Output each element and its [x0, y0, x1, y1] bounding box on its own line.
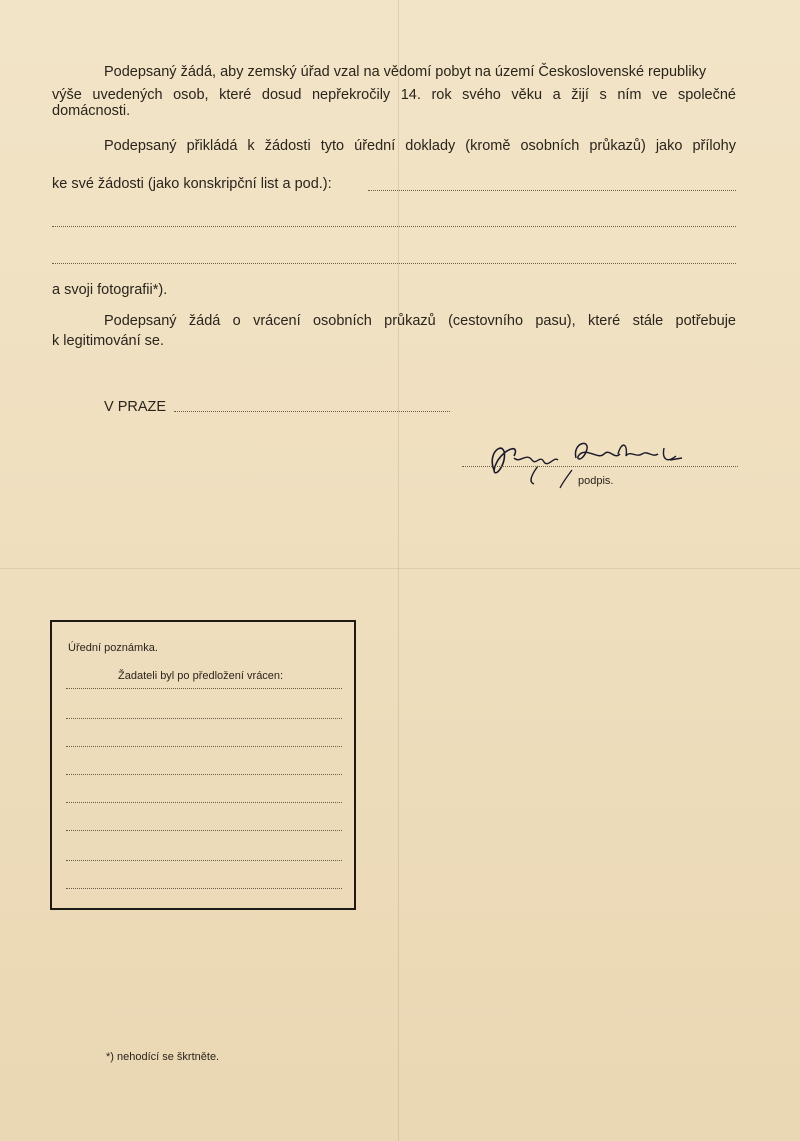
footnote: *) nehodící se škrtněte. [106, 1051, 220, 1063]
box-line-7[interactable] [66, 860, 342, 861]
paragraph-2-line-2: ke své žádosti (jako konskripční list a pod.): [52, 176, 332, 192]
box-line-2[interactable] [66, 718, 342, 719]
fold-crease-vertical [398, 0, 399, 1141]
box-line-1[interactable] [66, 688, 342, 689]
paragraph-1-line-2: výše uvedených osob, které dosud nepřekročily 14. rok svého věku a žijí s ním ve společné [52, 87, 736, 103]
place-label: V PRAZE [104, 399, 167, 415]
attachments-line-3[interactable] [52, 263, 736, 264]
returned-label: Žadateli byl po předložení vrácen: [118, 670, 284, 682]
paragraph-2-line-3: a svoji fotografii*). [52, 282, 168, 298]
paragraph-1-line-3: domácnosti. [52, 103, 131, 119]
attachments-line-2[interactable] [52, 226, 736, 227]
paragraph-3-line-1: Podepsaný žádá o vrácení osobních průkazů (cestovního pasu), které stále potřebuje [104, 313, 736, 329]
attachments-line-1[interactable] [368, 190, 736, 191]
paragraph-3-line-2: k legitimování se. [52, 333, 165, 349]
place-date-line[interactable] [174, 411, 450, 412]
box-line-8[interactable] [66, 888, 342, 889]
signature-label: podpis. [578, 475, 614, 487]
official-note-title: Úřední poznámka. [68, 642, 158, 654]
box-line-5[interactable] [66, 802, 342, 803]
box-line-6[interactable] [66, 830, 342, 831]
fold-crease-horizontal [0, 568, 800, 569]
signature-line[interactable] [462, 466, 738, 467]
box-line-4[interactable] [66, 774, 342, 775]
paragraph-2-line-1: Podepsaný přikládá k žádosti tyto úřední doklady (kromě osobních průkazů) jako přílohy [104, 138, 736, 154]
official-note-box [50, 620, 356, 910]
paragraph-1-line-1: Podepsaný žádá, aby zemský úřad vzal na vědomí pobyt na území Československé republiky [104, 64, 707, 80]
box-line-3[interactable] [66, 746, 342, 747]
